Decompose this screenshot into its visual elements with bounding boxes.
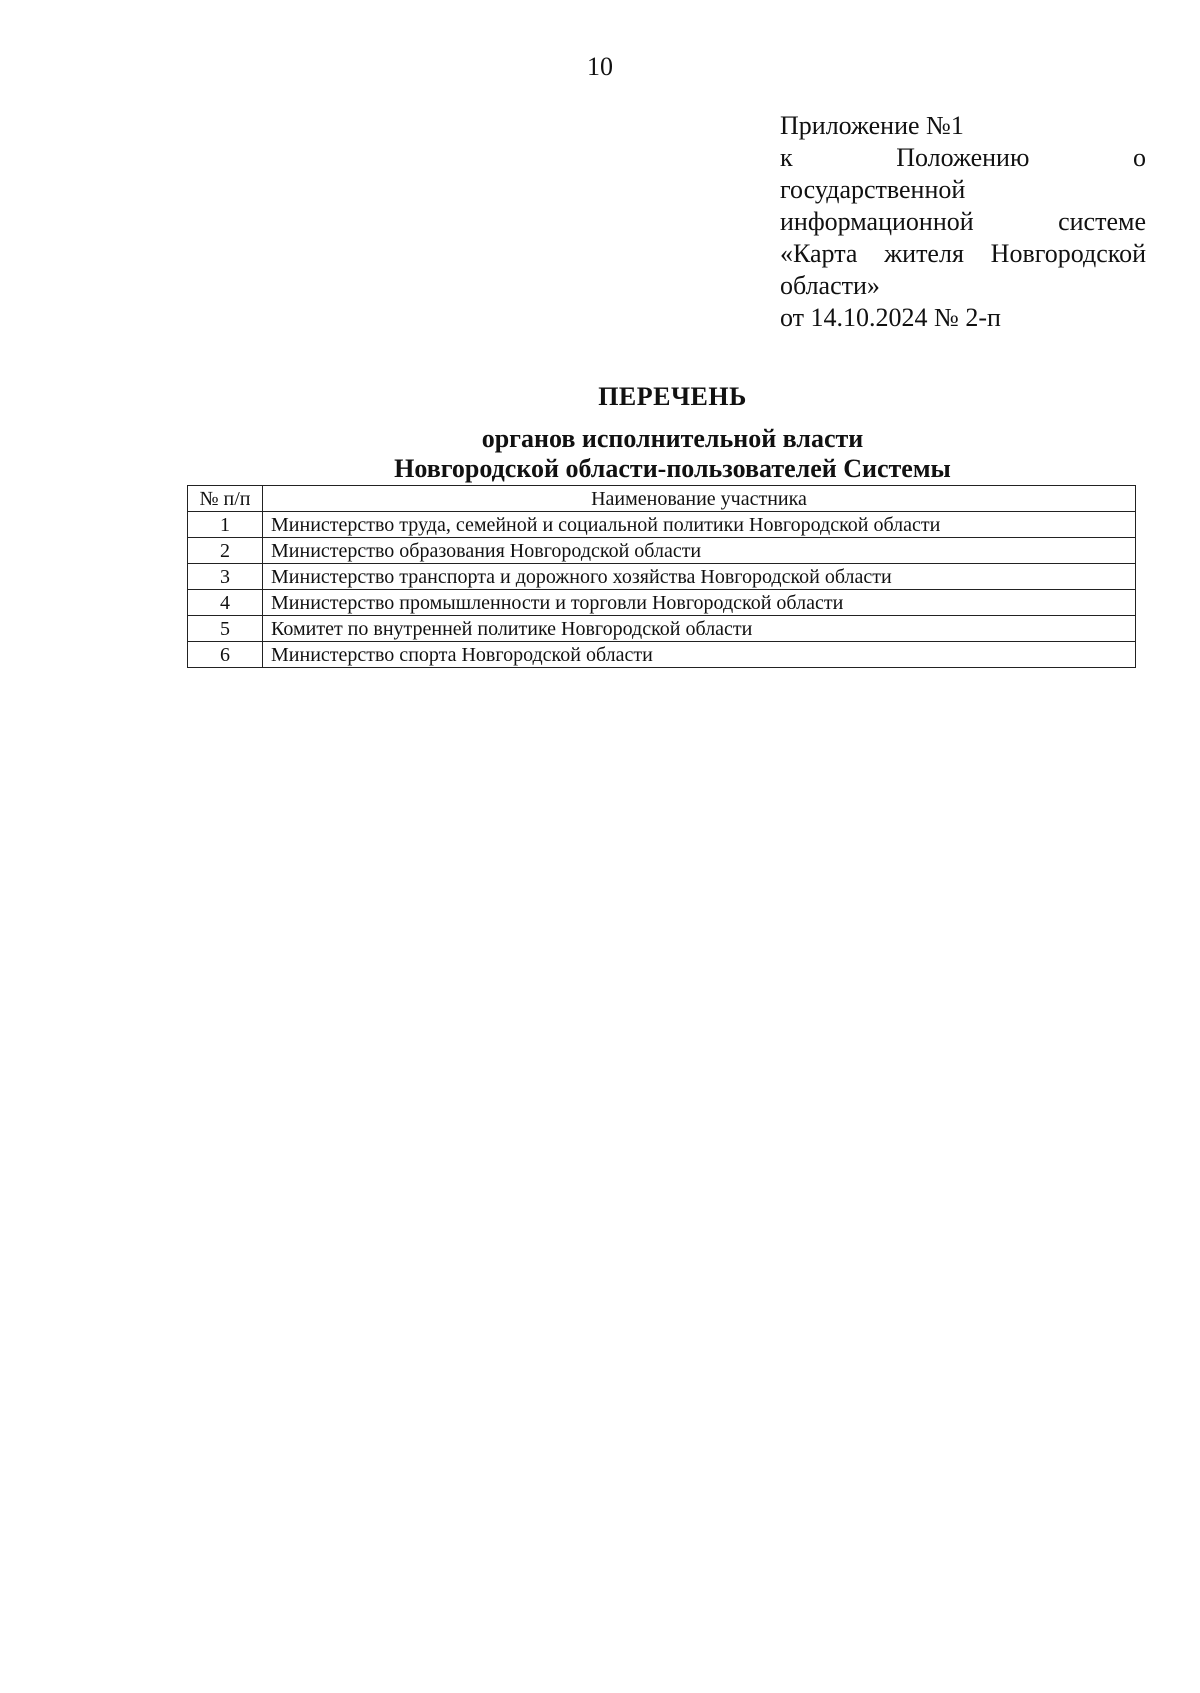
- appendix-line: государственной: [780, 175, 966, 204]
- table-row: [188, 590, 1136, 616]
- table-row: [188, 616, 1136, 642]
- row-name: Министерство образования Новгородской области: [263, 538, 1136, 564]
- appendix-reference: [780, 110, 1146, 334]
- row-name: Комитет по внутренней политике Новгородской области: [263, 616, 1136, 642]
- appendix-line: «Карта жителя Новгородской: [780, 239, 1146, 268]
- row-number: 3: [188, 564, 263, 590]
- document-title-block: [0, 380, 1200, 484]
- appendix-line: к Положению о: [780, 143, 1146, 172]
- row-number: 5: [188, 616, 263, 642]
- page-number: 10: [587, 52, 613, 81]
- document-subtitle: органов исполнительной власти: [481, 424, 864, 453]
- table-row: [188, 512, 1136, 538]
- table-row: [188, 538, 1136, 564]
- row-name: Министерство труда, семейной и социальной политики Новгородской области: [263, 512, 1136, 538]
- row-name: Министерство спорта Новгородской области: [263, 642, 1136, 668]
- column-header-number: № п/п: [188, 486, 263, 512]
- document-subtitle: Новгородской области-пользователей Системы: [394, 454, 951, 483]
- row-number: 2: [188, 538, 263, 564]
- table-row: [188, 642, 1136, 668]
- row-number: 1: [188, 512, 263, 538]
- appendix-line: области»: [780, 271, 880, 300]
- row-number: 6: [188, 642, 263, 668]
- appendix-date: от 14.10.2024 № 2-п: [780, 303, 1001, 332]
- participants-table: [187, 485, 1136, 668]
- document-title: ПЕРЕЧЕНЬ: [598, 382, 747, 411]
- row-number: 4: [188, 590, 263, 616]
- column-header-name: Наименование участника: [263, 486, 1136, 512]
- appendix-title: Приложение №1: [780, 111, 964, 140]
- row-name: Министерство промышленности и торговли Новгородской области: [263, 590, 1136, 616]
- table-row: [188, 564, 1136, 590]
- row-name: Министерство транспорта и дорожного хозяйства Новгородской области: [263, 564, 1136, 590]
- table-header-row: [188, 486, 1136, 512]
- appendix-line: информационной системе: [780, 207, 1146, 236]
